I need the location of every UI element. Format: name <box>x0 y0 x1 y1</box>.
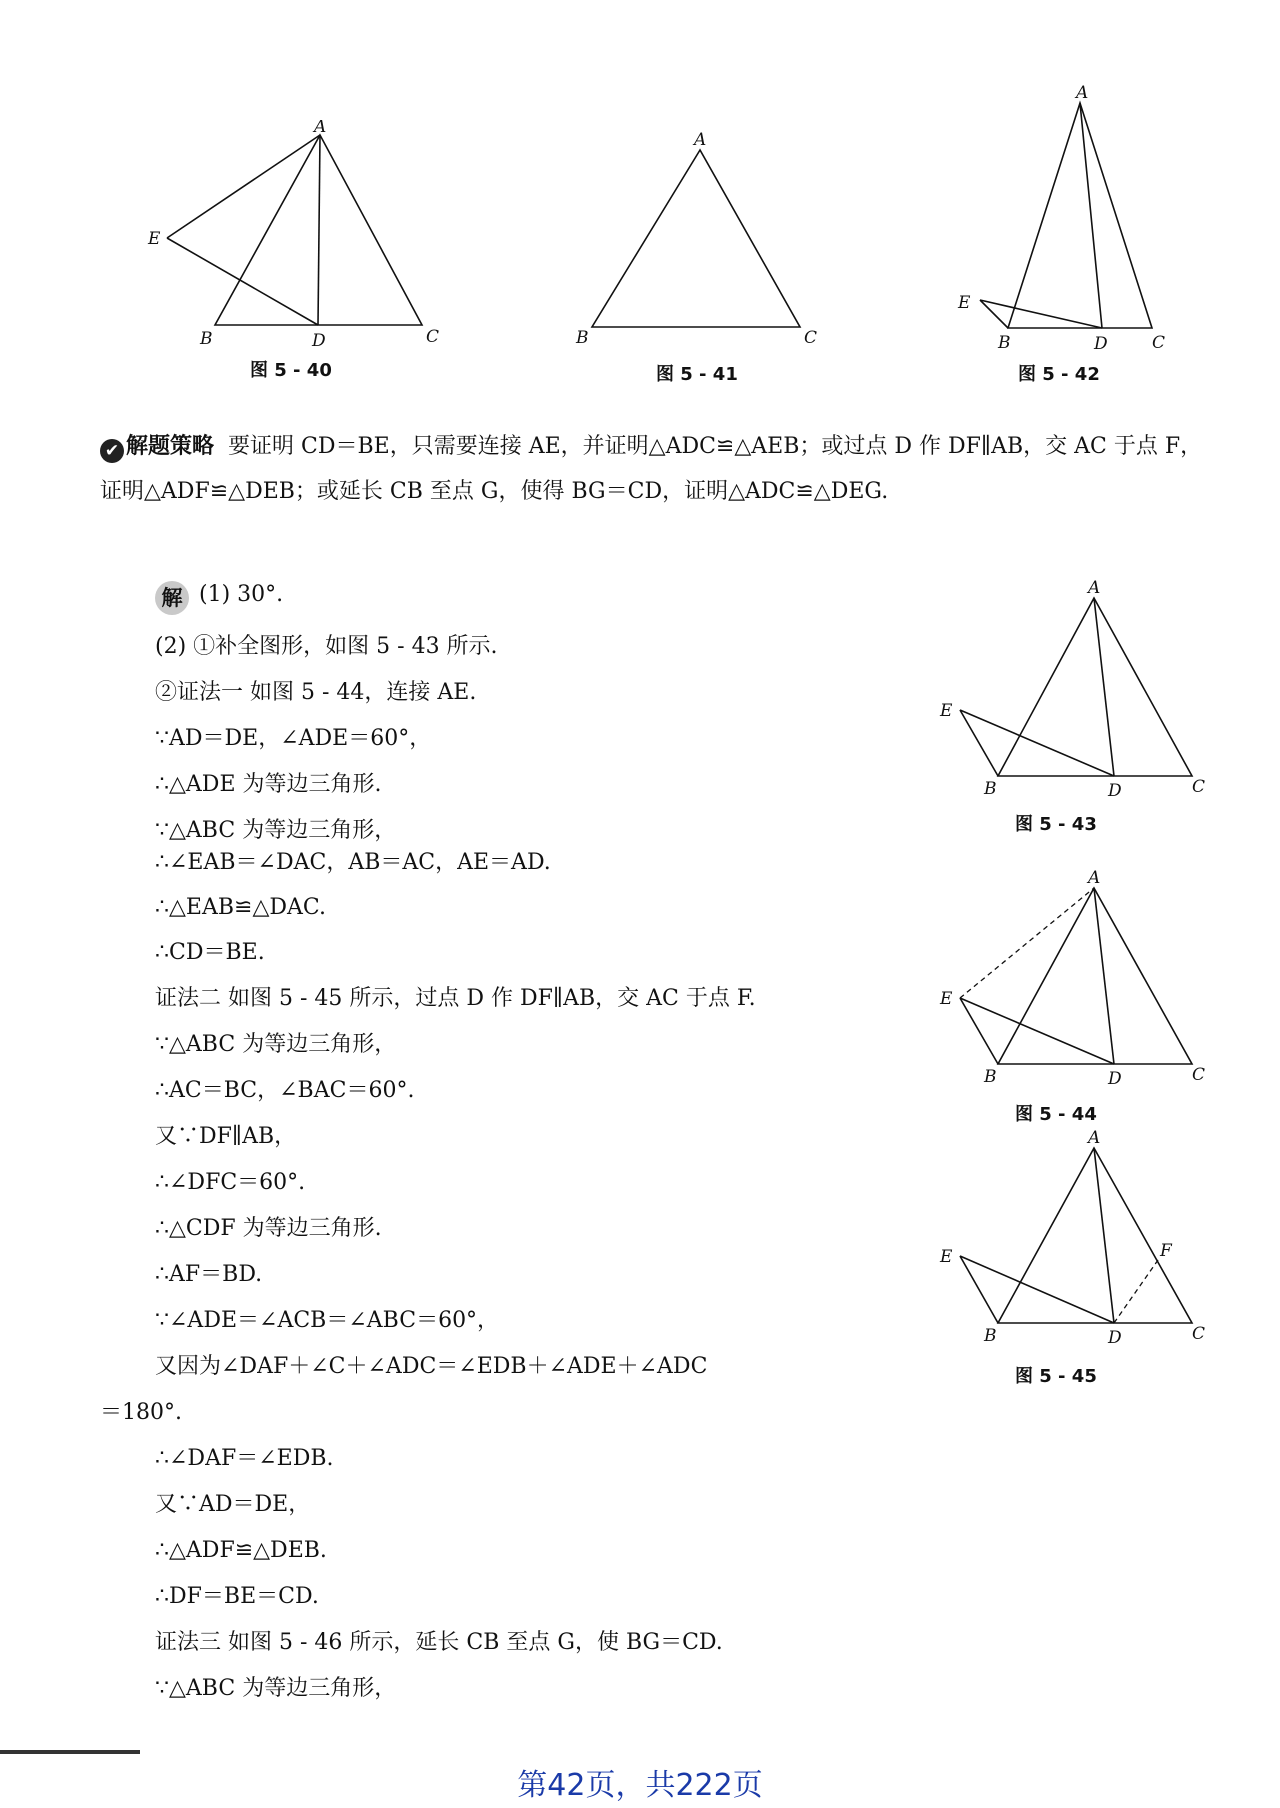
strategy-label: 解题策略 <box>126 434 215 459</box>
segment-ad <box>1094 888 1114 1064</box>
label-a: A <box>1088 868 1101 888</box>
segment-eb <box>980 300 1008 328</box>
solution-line-24: 证法三 如图 5 - 46 所示，延长 CB 至点 G，使 BG＝CD. <box>155 1630 723 1655</box>
label-e: E <box>958 293 971 313</box>
solution-line-3: ②证法一 如图 5 - 44，连接 AE. <box>155 680 477 705</box>
solution-line-19: ＝180°. <box>100 1400 182 1425</box>
caption-5-40: 图 5 - 40 <box>250 360 332 381</box>
solution-line-18: 又因为∠DAF＋∠C＋∠ADC＝∠EDB＋∠ADE＋∠ADC <box>155 1354 708 1379</box>
segment-ed <box>167 238 318 325</box>
label-e: E <box>148 229 161 249</box>
strategy-paragraph <box>100 424 1210 514</box>
segment-ad <box>318 135 320 325</box>
check-badge-icon: ✔ <box>100 439 124 463</box>
label-b: B <box>984 779 997 798</box>
triangle-abc <box>998 1148 1192 1323</box>
segment-eb <box>960 710 998 776</box>
label-c: C <box>1152 333 1166 353</box>
label-d: D <box>1108 1328 1122 1348</box>
solution-line-10: 证法二 如图 5 - 45 所示，过点 D 作 DF∥AB，交 AC 于点 F. <box>155 986 756 1011</box>
solution-line-16: ∴AF＝BD. <box>155 1262 263 1287</box>
label-a: A <box>694 130 707 150</box>
solution-line-5: ∴△ADE 为等边三角形. <box>155 772 382 797</box>
triangle-abc <box>592 150 800 327</box>
segment-eb <box>960 998 998 1064</box>
figure-5-44 <box>930 868 1220 1088</box>
label-b: B <box>984 1326 997 1346</box>
segment-ed <box>960 1256 1114 1323</box>
label-b: B <box>998 333 1011 353</box>
solution-line-11: ∵△ABC 为等边三角形， <box>155 1032 397 1057</box>
triangle-abc <box>998 598 1192 776</box>
solution-badge: 解 <box>155 581 189 615</box>
triangle-abc <box>1008 103 1152 328</box>
caption-5-41: 图 5 - 41 <box>656 364 738 385</box>
strategy-text: 要证明 CD＝BE，只需要连接 AE，并证明△ADC≌△AEB；或过点 D 作 DF∥AB，交 AC 于点 F，证明△ADF≌△DEB；或延长 CB 至点 G，使得 BG＝CD，证明△ADC≌△DEG. <box>100 434 1203 504</box>
label-c: C <box>1192 1065 1206 1085</box>
solution-line-21: 又∵AD＝DE， <box>155 1492 311 1517</box>
solution-line-2: (2) ①补全图形，如图 5 - 43 所示. <box>155 634 498 659</box>
solution-line-1: 解 (1) 30°. <box>155 580 283 615</box>
solution-line-6: ∵△ABC 为等边三角形， <box>155 818 397 843</box>
caption-5-42: 图 5 - 42 <box>1018 364 1100 385</box>
label-c: C <box>804 328 818 348</box>
triangle-abc <box>998 888 1192 1064</box>
figure-5-45 <box>930 1128 1220 1348</box>
label-a: A <box>1088 578 1101 598</box>
label-c: C <box>426 327 440 347</box>
solution-line-13: 又∵DF∥AB， <box>155 1124 297 1149</box>
solution-line-9: ∴CD＝BE. <box>155 940 265 965</box>
figure-5-41 <box>570 125 840 355</box>
caption-5-45: 图 5 - 45 <box>1015 1366 1097 1387</box>
label-d: D <box>1108 1069 1122 1088</box>
segment-ae-dashed <box>960 888 1094 998</box>
label-e: E <box>940 701 953 721</box>
solution-line-4: ∵AD＝DE，∠ADE＝60°， <box>155 726 432 751</box>
segment-ad <box>1094 1148 1114 1323</box>
solution-line-25: ∵△ABC 为等边三角形， <box>155 1676 397 1701</box>
label-f: F <box>1160 1241 1172 1261</box>
label-c: C <box>1192 1324 1206 1344</box>
solution-line-7: ∴∠EAB＝∠DAC，AB＝AC，AE＝AD. <box>155 850 551 875</box>
page-footer: 第42页，共222页 <box>517 1768 763 1803</box>
label-e: E <box>940 1247 953 1267</box>
segment-ae <box>167 135 320 238</box>
label-a: A <box>314 120 327 137</box>
caption-5-44: 图 5 - 44 <box>1015 1104 1097 1125</box>
segment-eb <box>960 1256 998 1323</box>
label-e: E <box>940 989 953 1009</box>
label-b: B <box>200 329 213 349</box>
label-d: D <box>1094 334 1108 354</box>
segment-ed <box>980 300 1102 328</box>
segment-ad <box>1094 598 1114 776</box>
solution-line-22: ∴△ADF≌△DEB. <box>155 1538 327 1563</box>
label-b: B <box>984 1067 997 1087</box>
segment-ed <box>960 710 1114 776</box>
segment-df-dashed <box>1114 1260 1158 1323</box>
figure-5-42 <box>950 85 1190 360</box>
solution-line-17: ∵∠ADE＝∠ACB＝∠ABC＝60°， <box>155 1308 500 1333</box>
solution-line-23: ∴DF＝BE＝CD. <box>155 1584 319 1609</box>
label-a: A <box>1076 85 1089 103</box>
solution-line-8: ∴△EAB≌△DAC. <box>155 895 326 920</box>
figure-5-43 <box>930 578 1220 798</box>
label-d: D <box>312 331 326 351</box>
solution-line-12: ∴AC＝BC，∠BAC＝60°. <box>155 1078 415 1103</box>
footer-rule <box>0 1750 140 1754</box>
solution-line-20: ∴∠DAF＝∠EDB. <box>155 1446 334 1471</box>
solution-line-15: ∴△CDF 为等边三角形. <box>155 1216 382 1241</box>
figure-5-40 <box>140 120 450 355</box>
solution-line-14: ∴∠DFC＝60°. <box>155 1170 306 1195</box>
label-d: D <box>1108 781 1122 798</box>
caption-5-43: 图 5 - 43 <box>1015 814 1097 835</box>
label-a: A <box>1088 1128 1101 1148</box>
segment-ed <box>960 998 1114 1064</box>
label-b: B <box>576 328 589 348</box>
label-c: C <box>1192 777 1206 797</box>
